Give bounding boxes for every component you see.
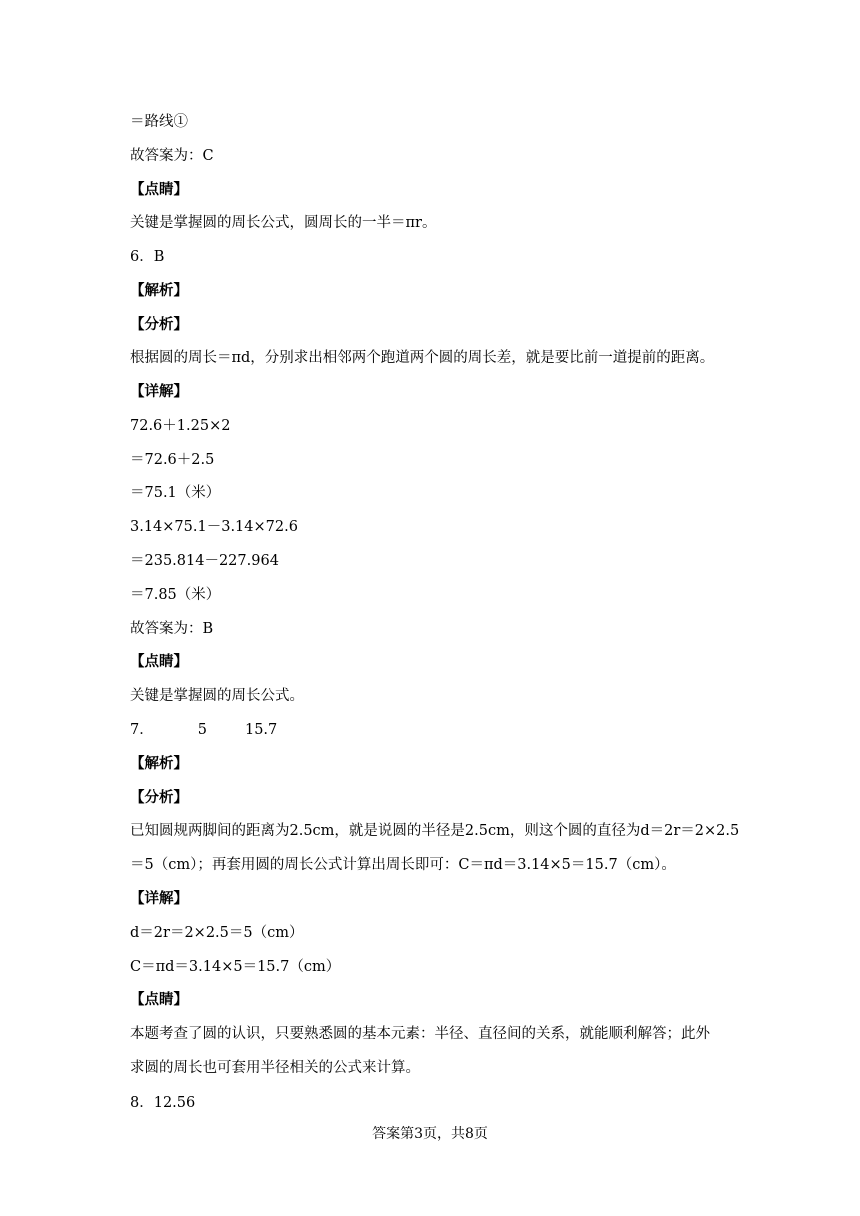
section-heading: 【分析】 (130, 316, 188, 333)
answer-blank-1: 5 (197, 722, 207, 738)
section-heading: 【详解】 (130, 890, 188, 907)
text-line: 故答案为：B (130, 621, 214, 637)
math-line: ＝75.1（米） (130, 485, 221, 501)
math-line: 3.14×75.1－3.14×72.6 (130, 519, 298, 535)
text-line: 求圆的周长也可套用半径相关的公式来计算。 (130, 1060, 420, 1076)
section-heading: 【解析】 (130, 282, 188, 299)
section-heading: 【分析】 (130, 789, 188, 806)
text-line: 根据圆的周长＝πd，分别求出相邻两个跑道两个圆的周长差，就是要比前一道提前的距离。 (130, 350, 715, 366)
math-line: ＝72.6＋2.5 (130, 452, 215, 468)
math-line: ＝7.85（米） (130, 587, 221, 603)
math-line: 72.6＋1.25×2 (130, 418, 231, 434)
page-footer: 答案第3页，共8页 (372, 1126, 488, 1142)
text-line: 本题考查了圆的认识，只要熟悉圆的基本元素：半径、直径间的关系，就能顺利解答；此外 (130, 1026, 710, 1042)
math-line: C＝πd＝3.14×5＝15.7（cm） (130, 959, 341, 975)
section-heading: 【点睛】 (130, 181, 188, 198)
text-line: 故答案为：C (130, 148, 214, 164)
question-number: 7． (130, 722, 154, 738)
math-line: ＝235.814－227.964 (130, 553, 279, 569)
answer-blank-2: 15.7 (244, 722, 278, 738)
section-heading: 【详解】 (130, 383, 188, 400)
section-heading: 【点睛】 (130, 991, 188, 1008)
section-heading: 【解析】 (130, 755, 188, 772)
text-line: 关键是掌握圆的周长公式，圆周长的一半＝πr。 (130, 215, 437, 231)
text-line: 已知圆规两脚间的距离为2.5cm，就是说圆的半径是2.5cm，则这个圆的直径为d＝2r＝2×2.5 (130, 823, 740, 839)
text-line: ＝路线① (130, 114, 188, 130)
section-heading: 【点睛】 (130, 653, 188, 670)
text-line: ＝5（cm）；再套用圆的周长公式计算出周长即可：C＝πd＝3.14×5＝15.7（cm）。 (130, 857, 676, 873)
text-line: 关键是掌握圆的周长公式。 (130, 688, 304, 704)
math-line: d＝2r＝2×2.5＝5（cm） (130, 925, 304, 941)
question-number: 6．B (130, 249, 165, 265)
question-number: 8．12.56 (130, 1095, 196, 1111)
question-7-line (130, 720, 277, 740)
